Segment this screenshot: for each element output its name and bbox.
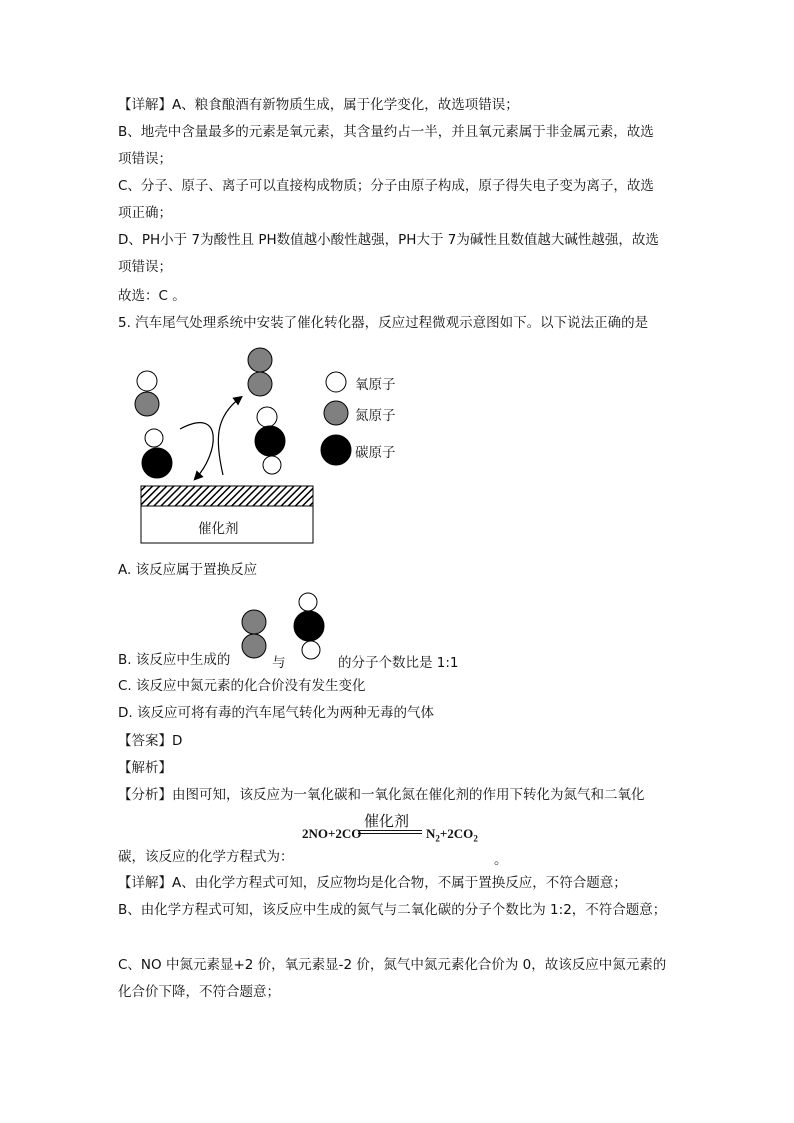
option-c: C. 该反应中氮元素的化合价没有发生变化 [118,678,366,694]
equation-condition: 催化剂 [364,812,410,830]
equation-n: N [426,826,436,841]
detail-text-d: D、PH小于 7为酸性且 PH数值越小酸性越强，PH大于 7为碱性且数值越大碱性越强，故选 [118,232,659,248]
detail-text-c: C、分子、原子、离子可以直接构成物质；分子由原子构成，原子得失电子变为离子，故选 [118,178,654,194]
detail-c-cont: 化合价下降，不符合题意； [118,984,280,1000]
nitrogen-atom [242,634,266,658]
equation-bar-bottom [358,833,422,834]
detail-text-b-cont: 项错误； [118,151,172,167]
option-b-suffix: 的分子个数比是 1:1 [338,655,459,671]
chemical-equation [302,810,498,846]
analysis-line-1: 【分析】由图可知，该反应为一氧化碳和一氧化氮在催化剂的作用下转化为氮气和二氧化 [118,787,645,803]
detail-text-d-cont: 项错误； [118,259,172,275]
equation-co: +2CO [439,826,474,841]
detail-a: 【详解】A、由化学方程式可知，反应物均是化合物，不属于置换反应，不符合题意； [118,875,627,891]
equation-bar-top [358,830,422,831]
oxygen-atom [302,641,320,659]
carbon-atom [294,611,324,641]
nitrogen-atom [242,610,266,634]
co2-molecule-icon [292,591,328,663]
equation-co-sub: 2 [473,833,478,844]
analysis-heading: 【解析】 [118,760,172,776]
catalyst-label: 催化剂 [198,521,239,537]
equation-n-sub: 2 [435,833,440,844]
legend-oxygen-symbol [326,372,346,392]
oxygen-atom [257,407,277,427]
answer-label: 【答案】D [118,733,183,749]
oxygen-atom [299,593,317,611]
oxygen-atom [263,456,281,474]
detail-text-b: B、地壳中含量最多的元素是氧元素，其含量约占一半，并且氧元素属于非金属元素，故选 [118,124,654,140]
oxygen-atom [145,429,163,447]
detail-b: B、由化学方程式可知，该反应中生成的氮气与二氧化碳的分子个数比为 1:2，不符合题意； [118,902,667,918]
equation-products [426,826,478,844]
n2-molecule-icon [240,607,270,663]
detail-text-a: 【详解】A、粮食酿酒有新物质生成，属于化学变化，故选项错误； [118,97,519,113]
oxygen-atom [137,371,157,391]
legend-carbon-symbol [321,435,351,465]
detail-c: C、NO 中氮元素显+2 价，氧元素显-2 价，氮气中氮元素化合价为 0，故该反应中氮元素的 [118,957,667,973]
option-b-mid: 与 [272,655,286,671]
answer-choice: 故选：C 。 [118,288,186,304]
legend-nitrogen-symbol [324,401,348,425]
analysis-line-2: 碳，该反应的化学方程式为： [118,849,294,865]
catalyst-hatched-layer [141,486,313,506]
question-5-stem: 5. 汽车尾气处理系统中安装了催化转化器，反应过程微观示意图如下。以下说法正确的是 [118,315,649,331]
nitrogen-atom [248,348,272,372]
carbon-atom [142,448,172,478]
option-b-prefix: B. 该反应中生成的 [118,652,231,668]
legend-oxygen-label: 氧原子 [355,377,396,393]
nitrogen-atom [135,392,159,416]
carbon-atom [255,426,285,456]
option-d: D. 该反应可将有毒的汽车尾气转化为两种无毒的气体 [118,705,434,721]
legend-carbon-label: 碳原子 [355,445,396,461]
reaction-arrow-up [218,398,240,475]
legend-nitrogen-label: 氮原子 [355,408,396,424]
equation-reactants: 2NO+2CO [302,826,362,841]
analysis-line-2-end: 。 [494,852,508,868]
reaction-arrow-down [180,423,213,478]
option-a: A. 该反应属于置换反应 [118,562,258,578]
detail-text-c-cont: 项正确； [118,205,172,221]
nitrogen-atom [248,372,272,396]
